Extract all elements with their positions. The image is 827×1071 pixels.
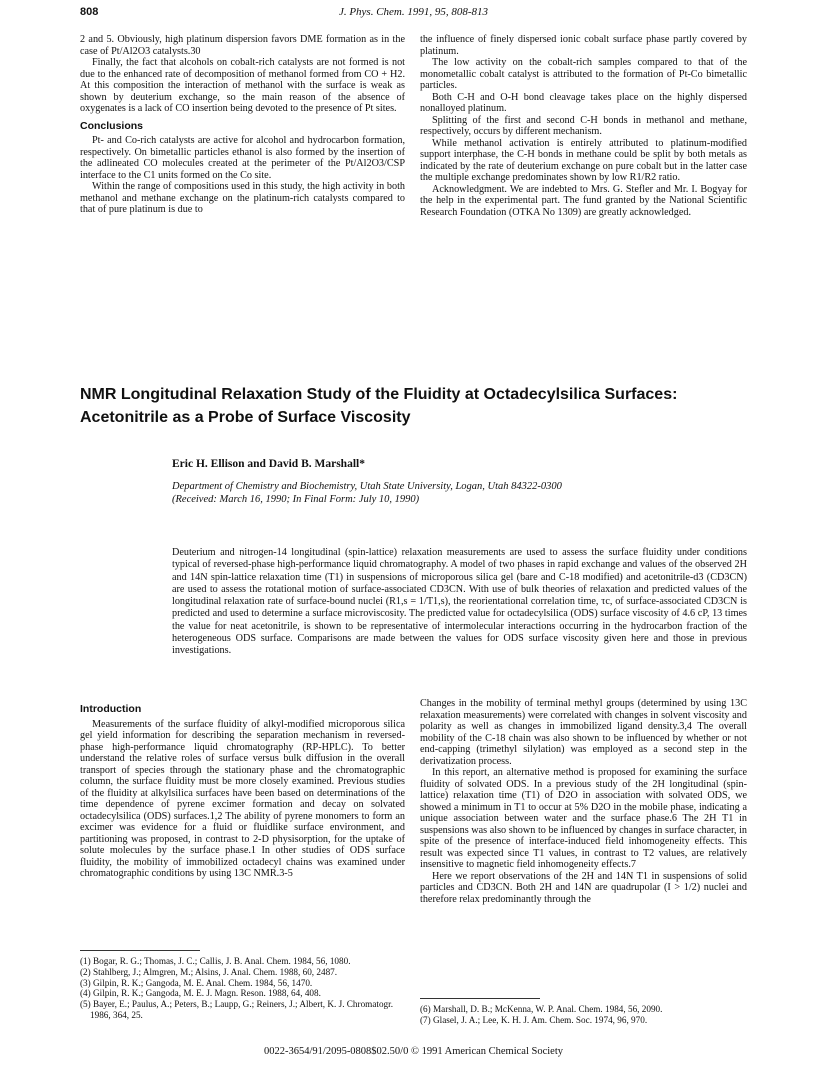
article-title-line-1: NMR Longitudinal Relaxation Study of the Fluidity at Octadecylsilica Surfaces: [80, 386, 678, 403]
prev-article-right-column [420, 34, 747, 218]
paragraph: Within the range of compositions used in this study, the high activity in both methanol and methane exchange on the platinum-rich catalysts compared to that of pure platinum is due to [80, 181, 405, 215]
article-title-line-2: Acetonitrile as a Probe of Surface Viscosity [80, 409, 411, 426]
prev-article-left-column [80, 34, 405, 216]
paragraph: the influence of finely dispersed ionic cobalt surface phase partly covered by platinum. [420, 34, 747, 57]
paragraph: 2 and 5. Obviously, high platinum dispersion favors DME formation as in the case of Pt/Al2O3 catalysts.30 [80, 34, 405, 57]
received-dates: (Received: March 16, 1990; In Final Form: July 10, 1990) [172, 493, 420, 505]
paragraph: Finally, the fact that alcohols on cobalt-rich catalysts are not formed is not due to the enhanced rate of decomposition of methanol formed from CO + H2. At this composition the interaction of methanol with the surface is weak as shown by deuterium exchange, so the main reason of the absence of oxygenates is a lack of CO insertion being devoted to the presence of Pt sites. [80, 57, 405, 114]
article-abstract: Deuterium and nitrogen-14 longitudinal (spin-lattice) relaxation measurements are used to assess the surface fluidity under conditions typical of reversed-phase high-performance liquid chromatography. A model of two phases in rapid exchange and values of the observed 2H and 14N spin-lattice relaxation time (T1) in suspensions of microporous silica gel (bare and C-18 modified) and acetonitrile-d3 (CD3CN) are used to assess the rotational motion of surface-associated CD3CN. With use of bulk theories of relaxation and predicted values of the longitudinal relaxation rate of surface-bound nuclei (R1,s = 1/T1,s), the reorientational correlation time, τc, of surface-associated CD3CN is predicted and used to determine a surface microviscosity. The predicted value for octadecylsilica (ODS) surface viscosity of 4.6 cP, 13 times the value for neat acetonitrile, is shown to be representative of intermolecular interactions occurring in the hydrocarbon fraction of the heterogeneous ODS surface. Comparisons are made between the values for ODS surface viscosity given here and those in previous investigations. [172, 547, 747, 657]
page-header [80, 6, 747, 22]
references-left [80, 956, 405, 1021]
author-affiliation [172, 481, 732, 506]
paragraph: Here we report observations of the 2H and 14N T1 in suspensions of solid particles and CD3CN. Both 2H and 14N are quadrupolar (I > 1/2) nuclei and therefore relax predominantly through the [420, 870, 747, 905]
article-title [80, 383, 747, 429]
reference-item: (5) Bayer, E.; Paulus, A.; Peters, B.; Laupp, G.; Reiners, J.; Albert, K. J. Chromatogr. 1986, 364, 25. [80, 999, 393, 1020]
paragraph: Changes in the mobility of terminal methyl groups (determined by using 13C relaxation measurements) were correlated with changes in solvent viscosity and polarity as well as changes in immobilized ligand density.3,4 The overall mobility of the C-18 chain was also shown to be influenced by whether or not end-capping (trimethyl silylation) was employed as a second step in the derivatization process. [420, 698, 747, 767]
article-authors: Eric H. Ellison and David B. Marshall* [172, 458, 365, 470]
paragraph: Both C-H and O-H bond cleavage takes place on the highly dispersed nonalloyed platinum. [420, 91, 747, 114]
article-right-column [420, 698, 747, 905]
section-heading: Conclusions [80, 119, 144, 132]
article-left-column [80, 698, 405, 880]
section-heading: Introduction [80, 703, 142, 715]
reference-item: (2) Stahlberg, J.; Almgren, M.; Alsins, J. Anal. Chem. 1988, 60, 2487. [80, 966, 338, 977]
reference-item: (1) Bogar, R. G.; Thomas, J. C.; Callis, J. B. Anal. Chem. 1984, 56, 1080. [80, 956, 351, 966]
page-number: 808 [80, 6, 99, 18]
paragraph: In this report, an alternative method is proposed for examining the surface fluidity of solvated ODS. In a previous study of the 2H longitudinal (spin-lattice) relaxation time (T1) of D2O in association with solvated ODS, we showed a minimum in T1 to occur at 5% D2O in the mobile phase, indicating a unique association between water and the surface phase.6 The 2H T1 in suspensions was also shown to be influenced by changes in surface character, in spite of the presence of interface-induced field inhomogeneity effects. This result was expected since T1 values, in contrast to T2 values, are relatively insensitive to magnetic field inhomogeneity effects.7 [420, 767, 747, 870]
paragraph: Splitting of the first and second C-H bonds in methanol and methane, respectively, occurs by different mechanism. [420, 114, 747, 137]
reference-item: (6) Marshall, D. B.; McKenna, W. P. Anal. Chem. 1984, 56, 2090. [420, 1004, 663, 1014]
paragraph: The low activity on the cobalt-rich samples compared to that of the monometallic cobalt catalyst is attributed to the formation of Pt-Co bimetallic particles. [420, 57, 747, 91]
affiliation-text: Department of Chemistry and Biochemistry, Utah State University, Logan, Utah 84322-0300 [172, 481, 562, 492]
copyright-footer: 0022-3654/91/2095-0808$02.50/0 © 1991 American Chemical Society [263, 1046, 564, 1057]
references-right [420, 1004, 747, 1026]
footnote-divider-left [80, 950, 200, 951]
footnote-divider-right [420, 998, 540, 999]
reference-item: (7) Glasel, J. A.; Lee, K. H. J. Am. Chem. Soc. 1974, 96, 970. [420, 1014, 648, 1025]
paragraph: Acknowledgment. We are indebted to Mrs. G. Stefler and Mr. I. Bogyay for the help in the experimental part. The fund granted by the National Scientific Research Foundation (OTKA No 1309) are greatly acknowledged. [420, 183, 747, 218]
reference-item: (4) Gilpin, R. K.; Gangoda, M. E. J. Magn. Reson. 1988, 64, 408. [80, 988, 321, 999]
paragraph: While methanol activation is entirely attributed to platinum-modified support interphase, the C-H bonds in methane could be split by both metals as indicated by the rate of deuterium exchange on pure cobalt but in the latter case the multiple exchange predominates shown by low R1/R2 ratio. [420, 137, 747, 183]
paragraph: Measurements of the surface fluidity of alkyl-modified microporous silica gel yield information for describing the separation mechanism in reversed-phase high-performance liquid chromatography (RP-HPLC). To better understand the relative roles of surface versus bulk diffusion in the overall transport of species through the stationary phase and the chromatographic column, the surface fluidity must be more closely examined. Previous studies of the fluidity at alkylsilica surfaces have been based on determinations of the time dependence of pyrene excimer formation and decay on solvated octadecylsilica (ODS) surfaces.1,2 The ability of pyrene monomers to form an excimer was evidence for a fluid or fluidlike surface environment, and partitioning was proposed, in contrast to 2-D physisorption, for the uptake of solute molecules by the surface phase.1 In other studies of ODS surface fluidity, the mobility of immobilized octadecyl chains was examined under chromatographic conditions by using 13C NMR.3-5 [80, 718, 405, 879]
journal-citation: J. Phys. Chem. 1991, 95, 808-813 [338, 6, 489, 18]
paragraph: Pt- and Co-rich catalysts are active for alcohol and hydrocarbon formation, respectively. On bimetallic particles ethanol is also formed by the insertion of the adlineated CO molecules created at the perimeter of the Pt/Al2O3/CSP interface to the C1 units formed on the Co site. [80, 135, 405, 181]
reference-item: (3) Gilpin, R. K.; Gangoda, M. E. Anal. Chem. 1984, 56, 1470. [80, 977, 313, 988]
